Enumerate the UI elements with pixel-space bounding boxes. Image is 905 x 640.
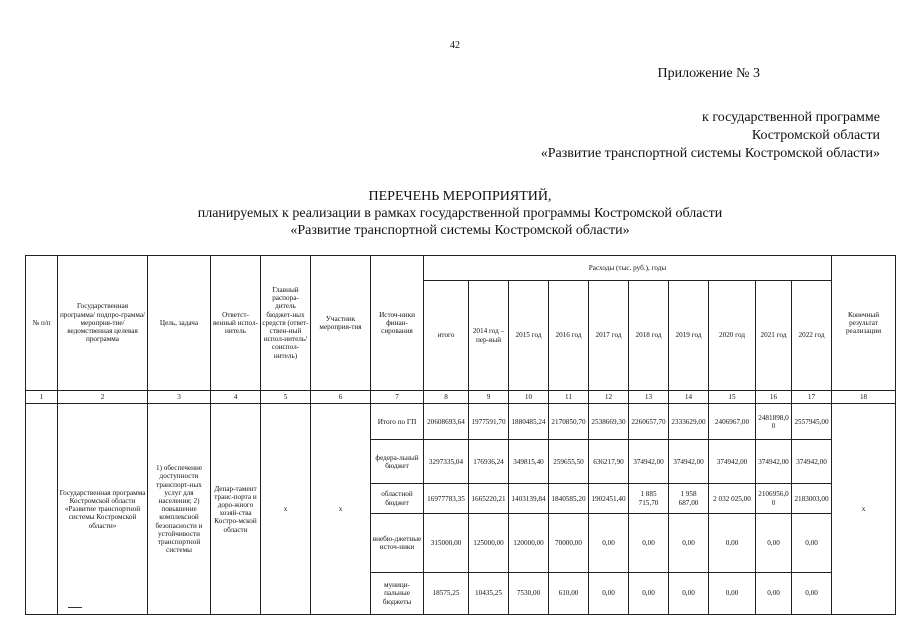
funding-value: 636217,90 (589, 440, 629, 484)
funding-value: 20608693,64 (424, 404, 469, 440)
column-number: 12 (589, 390, 629, 404)
header-num: № п/п (26, 256, 58, 391)
funding-value: 1665220,21 (469, 484, 509, 513)
heading-line: «Развитие транспортной системы Костромской области» (290, 223, 630, 238)
funding-value: 2538669,30 (589, 404, 629, 440)
column-number: 4 (211, 390, 261, 404)
funding-value: 0,00 (792, 513, 832, 572)
funding-value: 10435,25 (469, 572, 509, 614)
header-goal: Цель, задача (148, 256, 211, 391)
header-expenses: Расходы (тыс. руб.), годы (424, 256, 832, 281)
header-year: 2014 год – пер-вый (469, 281, 509, 390)
program-name-cell: Государственная программа Костромской области «Развитие транспортной системы Костромской области» (58, 404, 148, 615)
funding-source: внебю-джетные источ-ники (371, 513, 424, 572)
measures-table (25, 255, 896, 615)
funding-value: 1880485,24 (509, 404, 549, 440)
funding-value: 2557945,00 (792, 404, 832, 440)
column-number: 13 (629, 390, 669, 404)
funding-value: 2406967,00 (709, 404, 756, 440)
header-year: 2019 год (669, 281, 709, 390)
header-participant: Участник мероприя-тия (311, 256, 371, 391)
heading-line: ПЕРЕЧЕНЬ МЕРОПРИЯТИЙ, (368, 189, 552, 204)
column-number: 3 (148, 390, 211, 404)
column-number: 17 (792, 390, 832, 404)
header-year: 2015 год (509, 281, 549, 390)
funding-value: 0,00 (629, 513, 669, 572)
funding-value: 374942,00 (629, 440, 669, 484)
funding-value: 1403139,84 (509, 484, 549, 513)
column-number: 2 (58, 390, 148, 404)
funding-value: 18575,25 (424, 572, 469, 614)
column-number: 18 (832, 390, 896, 404)
funding-value: 374942,00 (669, 440, 709, 484)
funding-value: 70000,00 (549, 513, 589, 572)
funding-value: 0,00 (792, 572, 832, 614)
funding-value: 0,00 (629, 572, 669, 614)
funding-source: Итого по ГП (371, 404, 424, 440)
funding-value: 176936,24 (469, 440, 509, 484)
appendix-caption-line: «Развитие транспортной системы Костромской области» (540, 146, 880, 161)
scan-mark (68, 607, 82, 608)
heading-line: планируемых к реализации в рамках государственной программы Костромской области (197, 206, 723, 221)
header-year: 2018 год (629, 281, 669, 390)
header-year: 2020 год (709, 281, 756, 390)
funding-value: 0,00 (709, 572, 756, 614)
funding-source: муници-пальные бюджеты (371, 572, 424, 614)
column-number: 16 (756, 390, 792, 404)
funding-value: 610,00 (549, 572, 589, 614)
funding-value: 374942,00 (792, 440, 832, 484)
header-year: 2016 год (549, 281, 589, 390)
funding-value: 2170850,70 (549, 404, 589, 440)
header-manager: Главный распора-дитель бюджет-ных средств (ответ-ствен-ный испол-нитель/ соиспол-нитель) (261, 256, 311, 391)
funding-value: 2481898,00 (756, 404, 792, 440)
funding-value: 315000,00 (424, 513, 469, 572)
funding-value: 3297335,04 (424, 440, 469, 484)
appendix-caption-line: Костромской области (751, 128, 880, 143)
result-cell: х (832, 404, 896, 615)
funding-value: 2333629,00 (669, 404, 709, 440)
funding-value: 125000,00 (469, 513, 509, 572)
header-sources: Источ-ники финан-сирования (371, 256, 424, 391)
funding-value: 374942,00 (756, 440, 792, 484)
funding-value: 120000,00 (509, 513, 549, 572)
funding-value: 1902451,40 (589, 484, 629, 513)
column-number: 11 (549, 390, 589, 404)
funding-value: 0,00 (669, 513, 709, 572)
column-number: 5 (261, 390, 311, 404)
header-year: 2022 год (792, 281, 832, 390)
column-number: 7 (371, 390, 424, 404)
column-number: 10 (509, 390, 549, 404)
funding-source: областной бюджет (371, 484, 424, 513)
header-year: 2017 год (589, 281, 629, 390)
manager-cell: х (261, 404, 311, 615)
goal-cell: 1) обеспечение доступности транспорт-ных услуг для населения; 2) повышение комплексной безопасности и устойчивости транспортной системы (148, 404, 211, 615)
funding-value: 0,00 (589, 513, 629, 572)
funding-value: 1 958 687,00 (669, 484, 709, 513)
row-num (26, 404, 58, 615)
header-result: Конечный результат реализации (832, 256, 896, 391)
column-number: 6 (311, 390, 371, 404)
funding-value: 16977783,35 (424, 484, 469, 513)
appendix-title: Приложение № 3 (657, 66, 760, 81)
column-number: 14 (669, 390, 709, 404)
appendix-caption (455, 109, 880, 163)
executor-cell: Депар-тамент транс-порта и доро-жного хозяй-ства Костро-мской области (211, 404, 261, 615)
funding-value: 0,00 (756, 513, 792, 572)
column-number: 1 (26, 390, 58, 404)
column-number: 15 (709, 390, 756, 404)
document-heading (150, 188, 770, 239)
header-program: Государственная программа/ подпро-грамма/ меропрня-тие/ ведомственная целевая программа (58, 256, 148, 391)
funding-value: 259655,50 (549, 440, 589, 484)
funding-value: 1 885 715,70 (629, 484, 669, 513)
funding-value: 349815,40 (509, 440, 549, 484)
funding-value: 0,00 (589, 572, 629, 614)
column-number: 8 (424, 390, 469, 404)
appendix-caption-line: к государственной программе (702, 110, 880, 125)
page-number: 42 (450, 40, 460, 51)
funding-value: 7530,00 (509, 572, 549, 614)
funding-value: 0,00 (669, 572, 709, 614)
header-year: 2021 год (756, 281, 792, 390)
funding-value: 2260657,70 (629, 404, 669, 440)
funding-value: 2 032 025,00 (709, 484, 756, 513)
funding-value: 1840585,20 (549, 484, 589, 513)
funding-source: федера-льный бюджет (371, 440, 424, 484)
funding-value: 2106956,00 (756, 484, 792, 513)
funding-value: 0,00 (709, 513, 756, 572)
funding-value: 0,00 (756, 572, 792, 614)
participant-cell: х (311, 404, 371, 615)
funding-value: 374942,00 (709, 440, 756, 484)
header-executor: Ответст-венный испол-нитель (211, 256, 261, 391)
funding-value: 1977591,70 (469, 404, 509, 440)
table-row (26, 404, 896, 440)
header-year: итого (424, 281, 469, 390)
column-number: 9 (469, 390, 509, 404)
funding-value: 2183003,00 (792, 484, 832, 513)
